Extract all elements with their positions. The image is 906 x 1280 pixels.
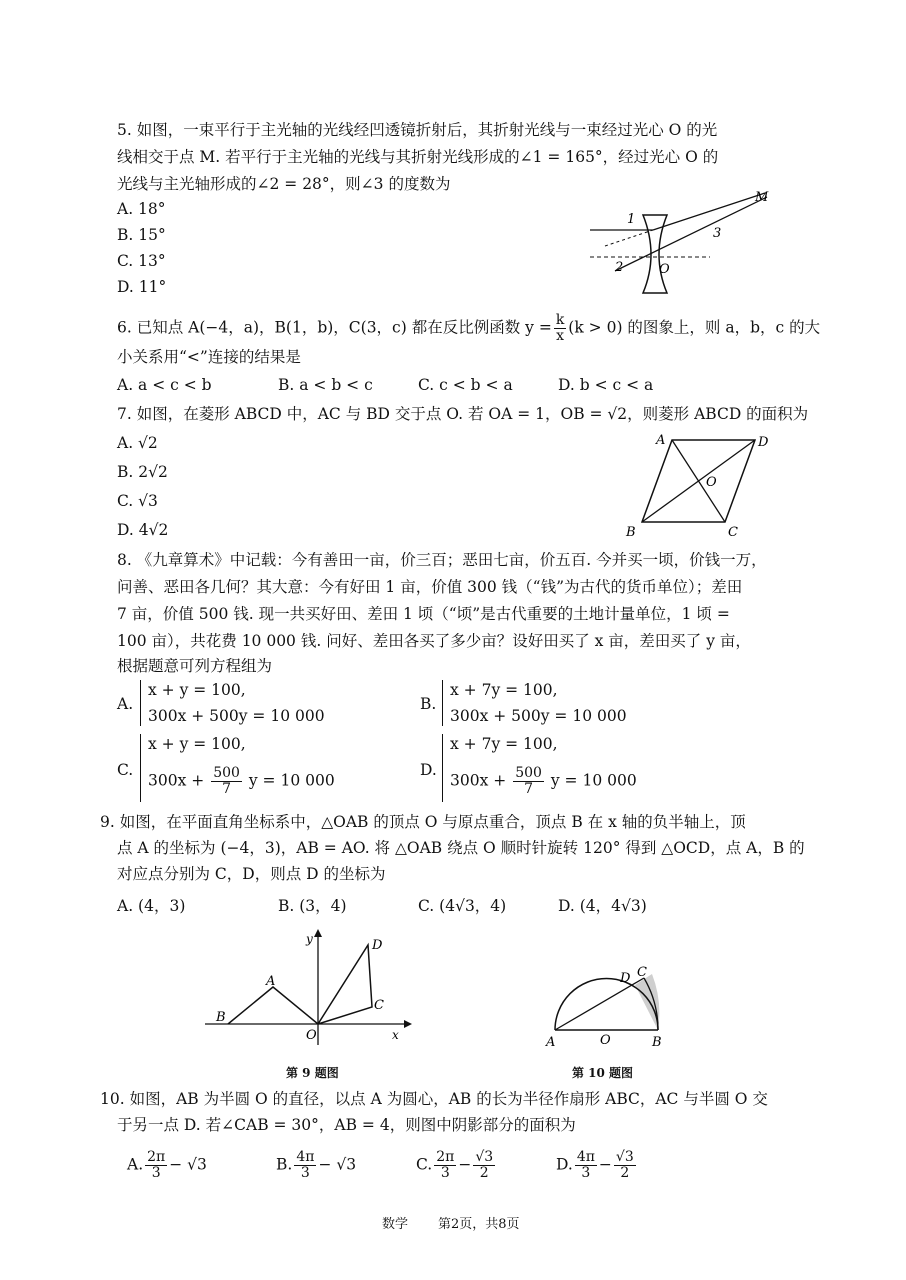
q8-option-d-fraction bbox=[513, 766, 544, 797]
q9-caption: 第 9 题图 bbox=[286, 1066, 339, 1080]
q10-option-a bbox=[127, 1150, 207, 1181]
q8-stem-line5: 根据题意可列方程组为 bbox=[117, 657, 273, 675]
q6-option-d: D. b < c < a bbox=[558, 376, 654, 394]
q5-stem-line1: 5. 如图，一束平行于主光轴的光线经凹透镜折射后，其折射光线与一束经过光心 O 的光 bbox=[117, 121, 718, 139]
q10-label-c: C bbox=[637, 965, 647, 980]
q8-stem-line4: 100 亩），共花费 10 000 钱. 问好、差田各买了多少亩？设好田买了 x 亩，差田买了 y 亩， bbox=[117, 632, 751, 650]
q5-option-b: B. 15° bbox=[117, 226, 166, 244]
q6-stem-part1: 6. 已知点 A(−4，a)，B(1，b)，C(3，c) 都在反比例函数 y = bbox=[117, 318, 552, 337]
q10-option-a-tail: − √3 bbox=[169, 1155, 207, 1174]
q8-option-d-num: 500 bbox=[515, 765, 542, 781]
q7-option-b: B. 2√2 bbox=[117, 463, 168, 481]
q7-rhombus-figure bbox=[620, 430, 780, 545]
q7-option-a: A. √2 bbox=[117, 434, 158, 452]
q10-option-a-label: A. bbox=[127, 1155, 144, 1174]
q8-option-d-eq2-left: 300x + bbox=[450, 771, 507, 790]
q7-label-d: D bbox=[758, 435, 769, 450]
q8-option-c-den: 7 bbox=[222, 781, 232, 797]
q10-option-d-fraction2 bbox=[614, 1150, 636, 1181]
q8-option-a-brace bbox=[140, 680, 141, 726]
q6-stem-line1 bbox=[117, 313, 820, 344]
q9-stem-line2: 点 A 的坐标为 (−4，3)，AB = AO. 将 △OAB 绕点 O 顺时针旋转 120° 得到 △OCD，点 A，B 的 bbox=[117, 839, 805, 857]
q10-label-a: A bbox=[546, 1035, 556, 1050]
q8-option-b-label: B. bbox=[420, 695, 437, 713]
q10-option-c-den: 3 bbox=[440, 1165, 450, 1181]
q10-label-d: D bbox=[620, 971, 631, 986]
q9-label-x: x bbox=[392, 1028, 399, 1042]
q10-option-b-den: 3 bbox=[300, 1165, 310, 1181]
q8-option-c-brace bbox=[140, 734, 141, 802]
q10-option-c-fraction2 bbox=[473, 1150, 495, 1181]
q6-option-c: C. c < b < a bbox=[418, 376, 513, 394]
q5-label-o: O bbox=[659, 262, 670, 277]
q8-option-c-eq2-left: 300x + bbox=[148, 771, 205, 790]
q9-label-a: A bbox=[266, 974, 276, 989]
q8-option-b-brace bbox=[442, 680, 443, 726]
q10-stem-line1: 10. 如图，AB 为半圆 O 的直径，以点 A 为圆心，AB 的长为半径作扇形 ABC，AC 与半圆 O 交 bbox=[100, 1090, 768, 1108]
q8-stem-line3: 7 亩，价值 500 钱. 现一共买好田、差田 1 顷（“顷”是古代重要的土地计量单位，1 顷 = bbox=[117, 605, 730, 623]
q5-stem-line3: 光线与主光轴形成的∠2 = 28°，则∠3 的度数为 bbox=[117, 175, 451, 193]
q8-option-d-den: 7 bbox=[524, 781, 534, 797]
q8-option-c-eq1: x + y = 100, bbox=[148, 735, 246, 753]
q10-stem-line2: 于另一点 D. 若∠CAB = 30°，AB = 4，则图中阴影部分的面积为 bbox=[117, 1116, 576, 1134]
q10-option-c-fraction1 bbox=[434, 1150, 456, 1181]
q8-option-d-eq2-right: y = 10 000 bbox=[550, 771, 637, 790]
q7-label-o: O bbox=[706, 475, 717, 490]
q8-option-c-fraction bbox=[211, 766, 242, 797]
q8-option-c-num: 500 bbox=[213, 765, 240, 781]
q9-stem-line1: 9. 如图，在平面直角坐标系中，△OAB 的顶点 O 与原点重合，顶点 B 在 x 轴的负半轴上，顶 bbox=[100, 813, 746, 831]
q10-option-d-fraction1 bbox=[575, 1150, 597, 1181]
q9-label-c: C bbox=[374, 998, 384, 1013]
q6-fraction bbox=[554, 313, 566, 344]
q8-option-d-brace bbox=[442, 734, 443, 802]
q8-option-b-eq1: x + 7y = 100, bbox=[450, 681, 558, 699]
q7-label-c: C bbox=[728, 525, 738, 540]
q10-semicircle-figure bbox=[540, 960, 675, 1052]
q5-stem-line2: 线相交于点 M. 若平行于主光轴的光线与其折射光线形成的∠1 = 165°，经过光心 O 的 bbox=[117, 148, 719, 166]
q5-option-c: C. 13° bbox=[117, 252, 166, 270]
q10-option-a-num: 2π bbox=[147, 1149, 166, 1165]
q6-frac-den: x bbox=[556, 328, 564, 344]
q8-option-d-eq2 bbox=[450, 766, 637, 797]
q10-option-c bbox=[416, 1150, 497, 1181]
q8-option-c-eq2 bbox=[148, 766, 335, 797]
q10-option-b-num: 4π bbox=[296, 1149, 315, 1165]
q8-option-b-eq2: 300x + 500y = 10 000 bbox=[450, 707, 627, 725]
q6-option-a: A. a < c < b bbox=[117, 376, 212, 394]
q5-label-2: 2 bbox=[615, 260, 624, 275]
q10-label-b: B bbox=[652, 1035, 662, 1050]
q10-option-b-label: B. bbox=[276, 1155, 293, 1174]
q5-option-a: A. 18° bbox=[117, 200, 166, 218]
q10-option-d-label: D. bbox=[556, 1155, 573, 1174]
q8-option-c-eq2-right: y = 10 000 bbox=[248, 771, 335, 790]
q6-option-b: B. a < b < c bbox=[278, 376, 373, 394]
q6-stem-part2: (k > 0) 的图象上，则 a，b，c 的大 bbox=[568, 318, 821, 337]
q10-option-b-fraction bbox=[294, 1150, 316, 1181]
q9-coordinate-figure bbox=[200, 925, 415, 1050]
q10-option-d-num2: √3 bbox=[615, 1149, 634, 1165]
q10-option-b-tail: − √3 bbox=[318, 1155, 357, 1174]
q9-label-o: O bbox=[306, 1028, 317, 1043]
q5-label-1: 1 bbox=[627, 212, 636, 227]
q10-option-a-fraction bbox=[145, 1150, 167, 1181]
q9-label-y: y bbox=[306, 932, 313, 946]
q9-label-b: B bbox=[216, 1010, 226, 1025]
q6-stem-line2: 小关系用“<”连接的结果是 bbox=[117, 348, 301, 366]
q10-option-d-den2: 2 bbox=[620, 1165, 630, 1181]
q7-label-b: B bbox=[626, 525, 636, 540]
q10-option-d-num: 4π bbox=[576, 1149, 595, 1165]
q8-option-a-eq1: x + y = 100, bbox=[148, 681, 246, 699]
q8-stem-line2: 问善、恶田各几何？其大意：今有好田 1 亩，价值 300 钱（“钱”为古代的货币单位）；差田 bbox=[117, 578, 743, 596]
q10-option-c-label: C. bbox=[416, 1155, 433, 1174]
q5-label-m: M bbox=[755, 190, 769, 205]
q7-option-c: C. √3 bbox=[117, 492, 158, 510]
q8-option-d-eq1: x + 7y = 100, bbox=[450, 735, 558, 753]
footer-page-number: 第2页，共8页 bbox=[438, 1217, 520, 1232]
q10-option-d-den: 3 bbox=[581, 1165, 591, 1181]
q8-option-d-label: D. bbox=[420, 761, 437, 779]
q10-option-c-den2: 2 bbox=[479, 1165, 489, 1181]
q9-option-c: C. (4√3，4) bbox=[418, 897, 507, 915]
q9-option-b: B. (3，4) bbox=[278, 897, 347, 915]
q8-option-c-label: C. bbox=[117, 761, 134, 779]
q9-stem-line3: 对应点分别为 C，D，则点 D 的坐标为 bbox=[117, 865, 386, 883]
q7-option-d: D. 4√2 bbox=[117, 521, 169, 539]
q10-option-c-num2: √3 bbox=[475, 1149, 494, 1165]
q9-option-a: A. (4，3) bbox=[117, 897, 186, 915]
q5-option-d: D. 11° bbox=[117, 278, 167, 296]
q10-option-d bbox=[556, 1150, 638, 1181]
q8-option-a-label: A. bbox=[117, 695, 134, 713]
q8-option-a-eq2: 300x + 500y = 10 000 bbox=[148, 707, 325, 725]
q5-lens-figure bbox=[585, 185, 775, 300]
q10-option-c-num: 2π bbox=[436, 1149, 455, 1165]
q9-label-d: D bbox=[372, 938, 383, 953]
q10-option-a-den: 3 bbox=[151, 1165, 161, 1181]
q9-option-d: D. (4，4√3) bbox=[558, 897, 647, 915]
q10-option-c-minus: − bbox=[458, 1155, 472, 1174]
q7-label-a: A bbox=[656, 433, 666, 448]
q8-stem-line1: 8. 《九章算术》中记载：今有善田一亩，价三百；恶田七亩，价五百. 今并买一顷，价钱一万， bbox=[117, 551, 767, 569]
q7-stem-line1: 7. 如图，在菱形 ABCD 中，AC 与 BD 交于点 O. 若 OA = 1，OB = √2，则菱形 ABCD 的面积为 bbox=[117, 405, 809, 423]
q10-option-b bbox=[276, 1150, 356, 1181]
q10-caption: 第 10 题图 bbox=[572, 1066, 634, 1080]
q6-frac-num: k bbox=[555, 312, 565, 328]
q5-label-3: 3 bbox=[713, 226, 722, 241]
footer-subject: 数学 bbox=[382, 1217, 409, 1232]
q10-label-o: O bbox=[600, 1033, 611, 1048]
q10-option-d-minus: − bbox=[598, 1155, 612, 1174]
